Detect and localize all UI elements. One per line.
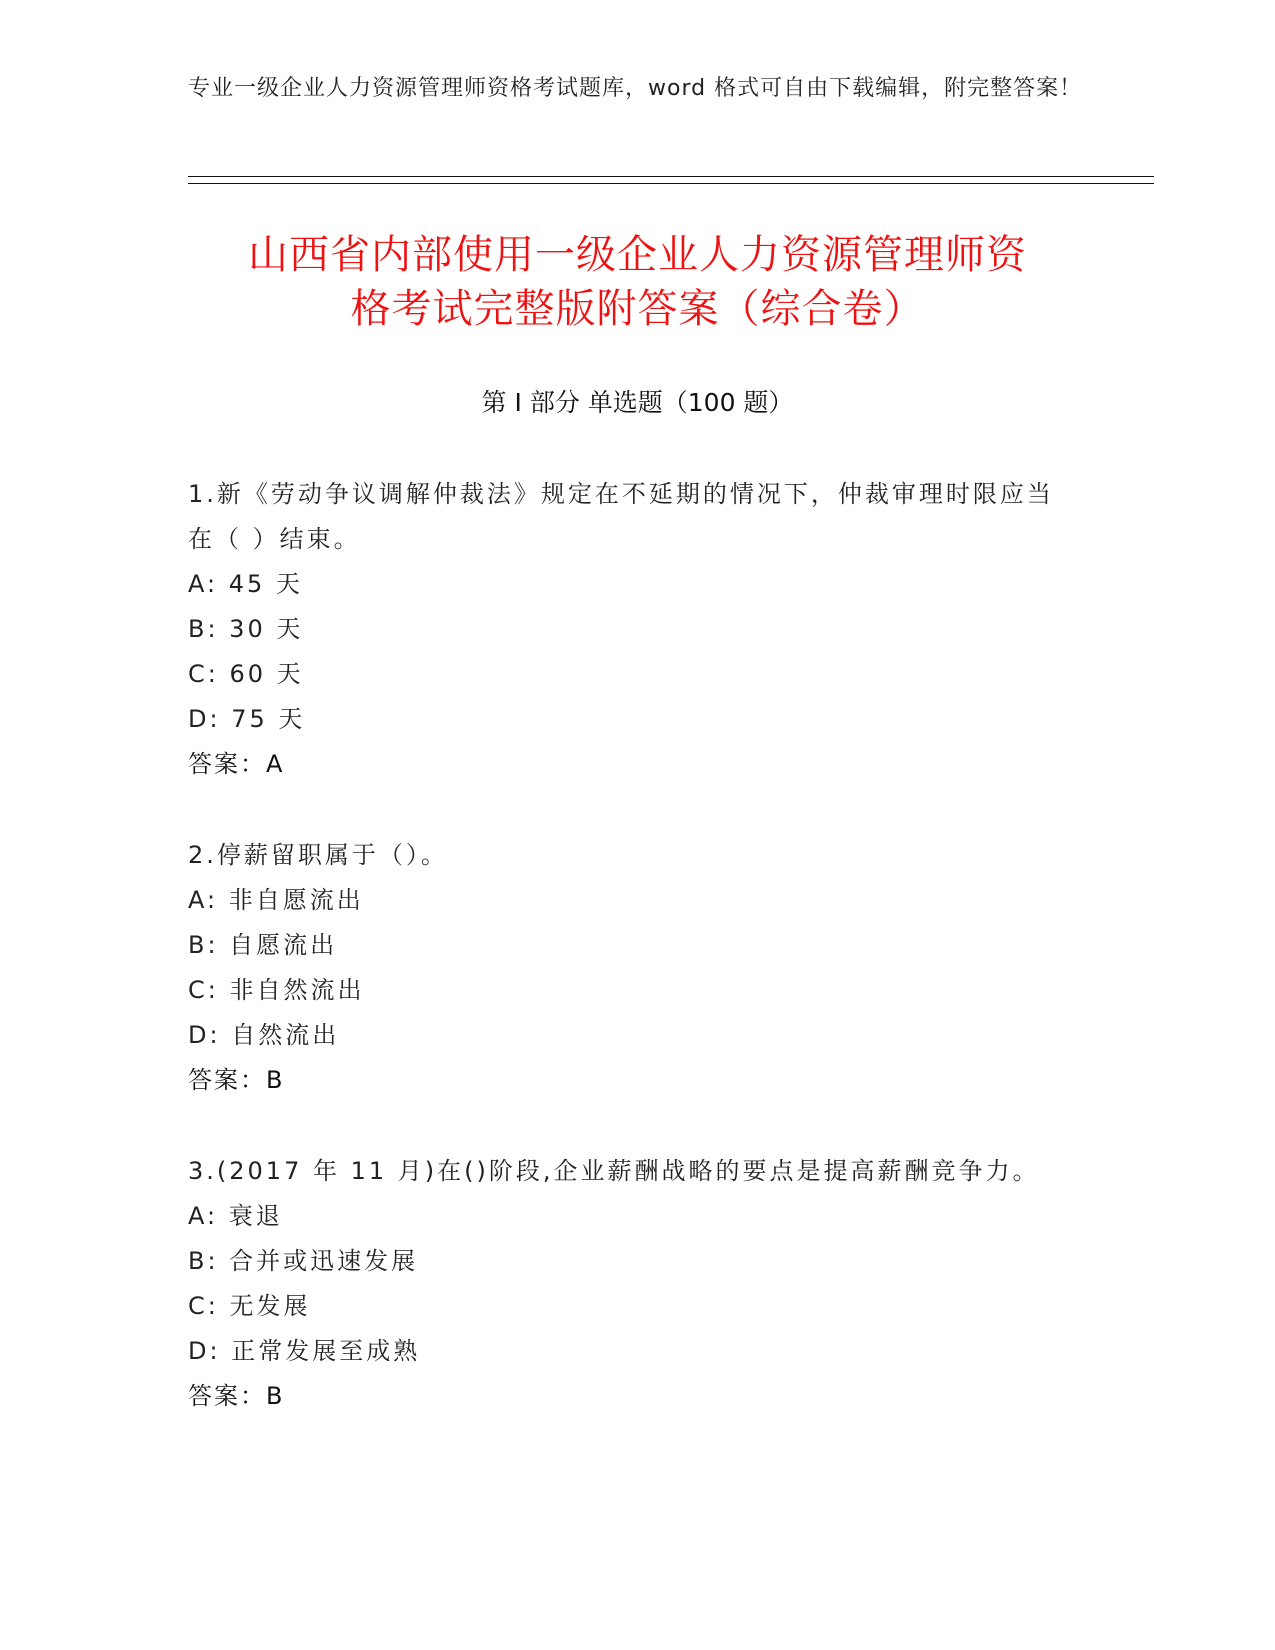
option-d: D: 正常发展至成熟 xyxy=(188,1337,421,1365)
option-a: A: 非自愿流出 xyxy=(188,886,364,914)
option-d: D: 自然流出 xyxy=(188,1021,340,1049)
document-title-line-2: 格考试完整版附答案（综合卷） xyxy=(350,286,925,332)
header-note: 专业一级企业人力资源管理师资格考试题库，word 格式可自由下载编辑，附完整答案！ xyxy=(188,76,1083,101)
option-b: B: 30 天 xyxy=(188,615,304,643)
answer-line xyxy=(188,742,1068,787)
question-3 xyxy=(188,1149,1068,1419)
header-divider-top xyxy=(188,176,1154,177)
answer-line xyxy=(188,1374,1068,1419)
option-b: B: 合并或迅速发展 xyxy=(188,1247,419,1275)
option-d: D: 75 天 xyxy=(188,705,306,733)
answer-value: B xyxy=(266,1066,283,1094)
header-divider-bottom xyxy=(188,183,1154,184)
document-title xyxy=(150,228,1125,336)
option-a: A: 衰退 xyxy=(188,1202,283,1230)
option-c: C: 60 天 xyxy=(188,660,304,688)
question-stem: 3.(2017 年 11 月)在()阶段,企业薪酬战略的要点是提高薪酬竞争力。 xyxy=(188,1157,1040,1185)
option-c: C: 无发展 xyxy=(188,1292,311,1320)
question-2 xyxy=(188,833,1068,1103)
section-title: 第 I 部分 单选题（100 题） xyxy=(481,388,794,417)
option-b: B: 自愿流出 xyxy=(188,931,338,959)
question-stem: 1.新《劳动争议调解仲裁法》规定在不延期的情况下，仲裁审理时限应当在（ ）结束。 xyxy=(188,480,1054,553)
question-list xyxy=(188,472,1068,1465)
document-title-line-1: 山西省内部使用一级企业人力资源管理师资 xyxy=(248,232,1027,278)
question-1 xyxy=(188,472,1068,787)
option-c: C: 非自然流出 xyxy=(188,976,365,1004)
answer-label: 答案： xyxy=(188,1066,266,1094)
answer-label: 答案： xyxy=(188,750,266,778)
option-a: A: 45 天 xyxy=(188,570,303,598)
answer-label: 答案： xyxy=(188,1382,266,1410)
answer-line xyxy=(188,1058,1068,1103)
answer-value: A xyxy=(266,750,283,778)
question-stem: 2.停薪留职属于（）。 xyxy=(188,841,448,869)
answer-value: B xyxy=(266,1382,283,1410)
